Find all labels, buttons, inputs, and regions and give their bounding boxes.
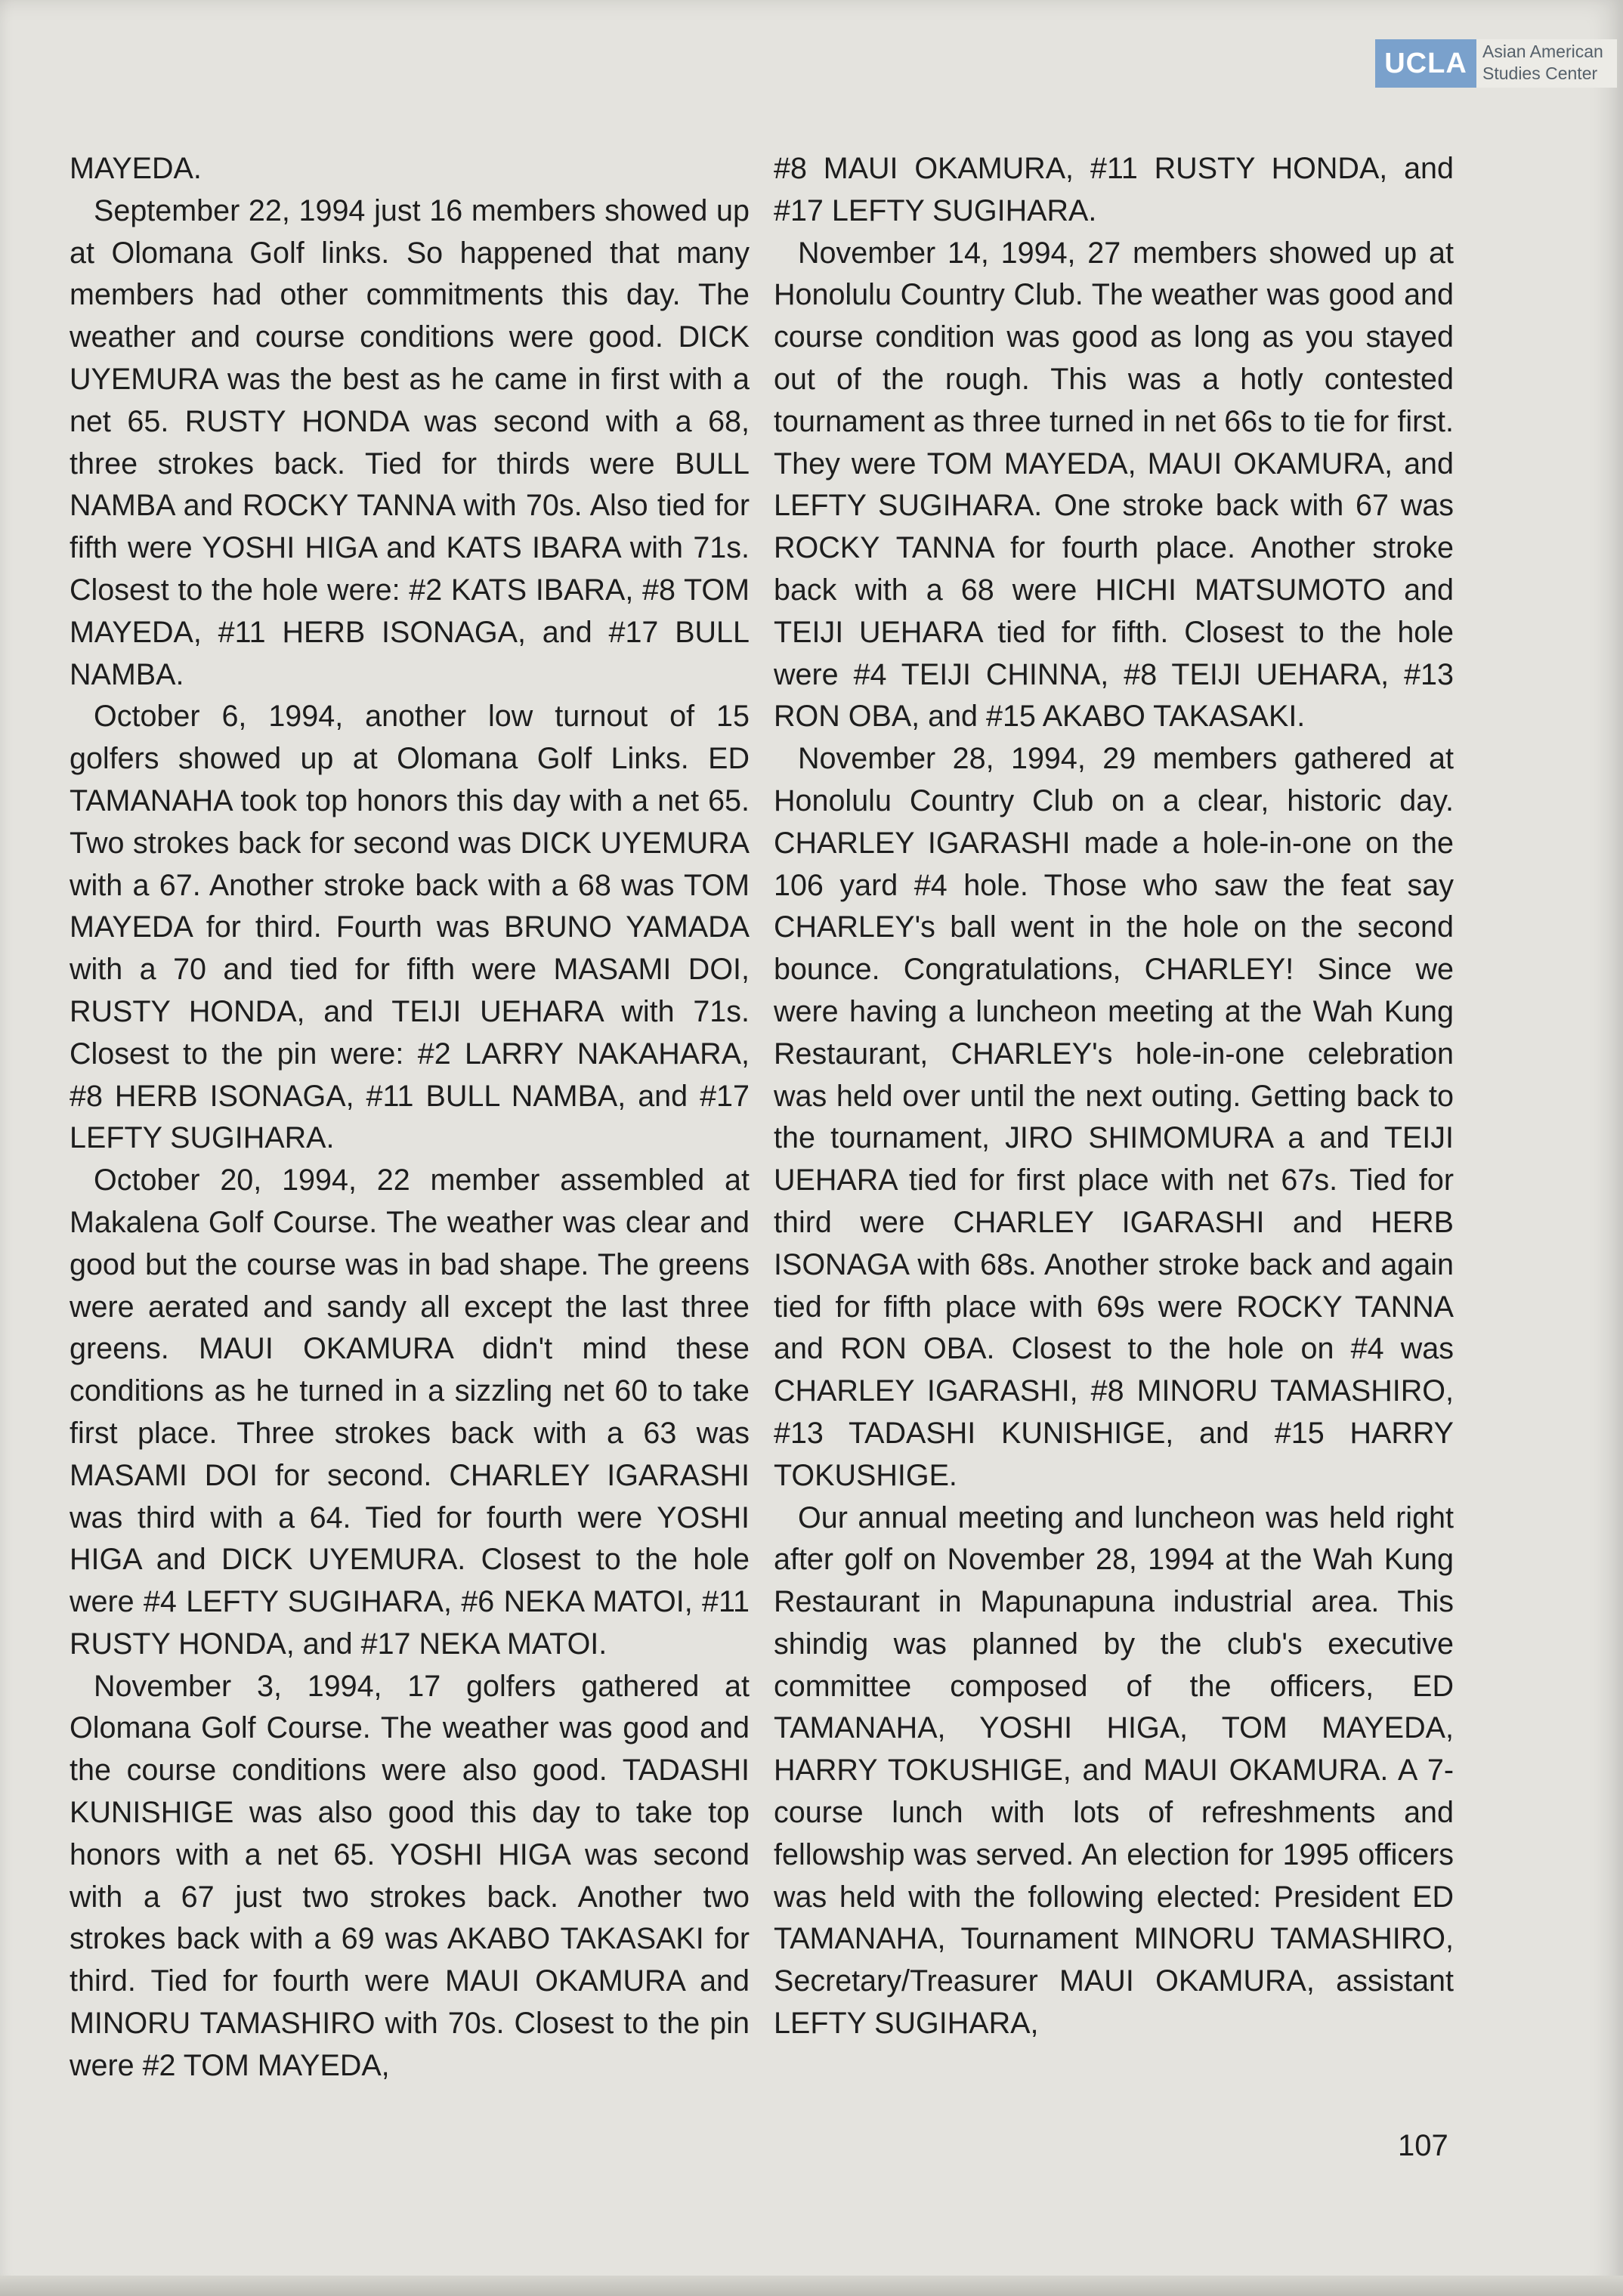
paragraph: October 20, 1994, 22 member assembled at Makalena Golf Course. The weather was clear and good but the course was in bad shape. The greens were aerated and sandy all except the last three greens. MAUI OKAMURA didn't mind these conditions as he turned in a sizzling net 60 to take first place. Three strokes back with a 63 was MASAMI DOI for second. CHARLEY IGARASHI was third with a 64. Tied for fourth were YOSHI HIGA and DICK UYEMURA. Closest to the hole were #4 LEFTY SUGIHARA, #6 NEKA MATOI, #11 RUSTY HONDA, and #17 NEKA MATOI. (70, 1163, 750, 1661)
right-column (774, 148, 1454, 2045)
center-name-line-1: Asian American (1482, 42, 1603, 61)
paragraph: November 14, 1994, 27 members showed up at Honolulu Country Club. The weather was good and course condition was good as long as you stayed out of the rough. This was a hotly contested tournament as three turned in net 66s to tie for first. They were TOM MAYEDA, MAUI OKAMURA, and LEFTY SUGIHARA. One stroke back with 67 was ROCKY TANNA for fourth place. Another stroke back with a 68 were HICHI MATSUMOTO and TEIJI UEHARA tied for fifth. Closest to the hole were #4 TEIJI CHINNA, #8 TEIJI UEHARA, #13 RON OBA, and #15 AKABO TAKASAKI. (774, 236, 1454, 734)
paragraph: Our annual meeting and luncheon was held right after golf on November 28, 1994 at the Wah Kung Restaurant in Mapunapuna industrial area. This shindig was planned by the club's executive committee composed of the officers, ED TAMANAHA, YOSHI HIGA, TOM MAYEDA, HARRY TOKUSHIGE, and MAUI OKAMURA. A 7-course lunch with lots of refreshments and fellowship was served. An election for 1995 officers was held with the following elected: President ED TAMANAHA, Tournament MINORU TAMASHIRO, Secretary/Treasurer MAUI OKAMURA, assistant LEFTY SUGIHARA, (774, 1500, 1454, 2041)
scan-edge (0, 2276, 1623, 2296)
page-number: 107 (1398, 2129, 1448, 2162)
left-column (70, 148, 750, 2087)
ucla-aasc-stamp (1375, 39, 1617, 88)
ucla-logo: UCLA (1375, 39, 1476, 88)
paragraph: November 3, 1994, 17 golfers gathered at Olomana Golf Course. The weather was good and the course conditions were also good. TADASHI KUNISHIGE was also good this day to take top honors with a net 65. YOSHI HIGA was second with a 67 just two strokes back. Another two strokes back with a 69 was AKABO TAKASAKI for third. Tied for fourth were MAUI OKAMURA and MINORU TAMASHIRO with 70s. Closest to the pin were #2 TOM MAYEDA, (70, 1669, 750, 2082)
paragraph: September 22, 1994 just 16 members showed up at Olomana Golf links. So happened that many members had other commitments this day. The weather and course conditions were good. DICK UYEMURA was the best as he came in first with a net 65. RUSTY HONDA was second with a 68, three strokes back. Tied for thirds were BULL NAMBA and ROCKY TANNA with 70s. Also tied for fifth were YOSHI HIGA and KATS IBARA with 71s. Closest to the hole were: #2 KATS IBARA, #8 TOM MAYEDA, #11 HERB ISONAGA, and #17 BULL NAMBA. (70, 193, 750, 691)
center-name-line-2: Studies Center (1482, 63, 1598, 83)
paragraph: October 6, 1994, another low turnout of 15 golfers showed up at Olomana Golf Links. ED TAMANAHA took top honors this day with a net 65. Two strokes back for second was DICK UYEMURA with a 67. Another stroke back with a 68 was TOM MAYEDA for third. Fourth was BRUNO YAMADA with a 70 and tied for fifth were MASAMI DOI, RUSTY HONDA, and TEIJI UEHARA with 71s. Closest to the pin were: #2 LARRY NAKAHARA, #8 HERB ISONAGA, #11 BULL NAMBA, and #17 LEFTY SUGIHARA. (70, 700, 750, 1155)
paragraph: MAYEDA. (70, 152, 202, 185)
center-name (1476, 39, 1617, 88)
paragraph: November 28, 1994, 29 members gathered at Honolulu Country Club on a clear, historic day. CHARLEY IGARASHI made a hole-in-one on the 106 yard #4 hole. Those who saw the feat say CHARLEY's ball went in the hole on the second bounce. Congratulations, CHARLEY! Since we were having a luncheon meeting at the Wah Kung Restaurant, CHARLEY's hole-in-one celebration was held over until the next outing. Getting back to the tournament, JIRO SHIMOMURA a and TEIJI UEHARA tied for first place with net 67s. Tied for third were CHARLEY IGARASHI and HERB ISONAGA with 68s. Another stroke back and again tied for fifth place with 69s were ROCKY TANNA and RON OBA. Closest to the hole on #4 was CHARLEY IGARASHI, #8 MINORU TAMASHIRO, #13 TADASHI KUNISHIGE, and #15 HARRY TOKUSHIGE. (774, 742, 1454, 1492)
paragraph: #8 MAUI OKAMURA, #11 RUSTY HONDA, and #17 LEFTY SUGIHARA. (774, 152, 1454, 227)
